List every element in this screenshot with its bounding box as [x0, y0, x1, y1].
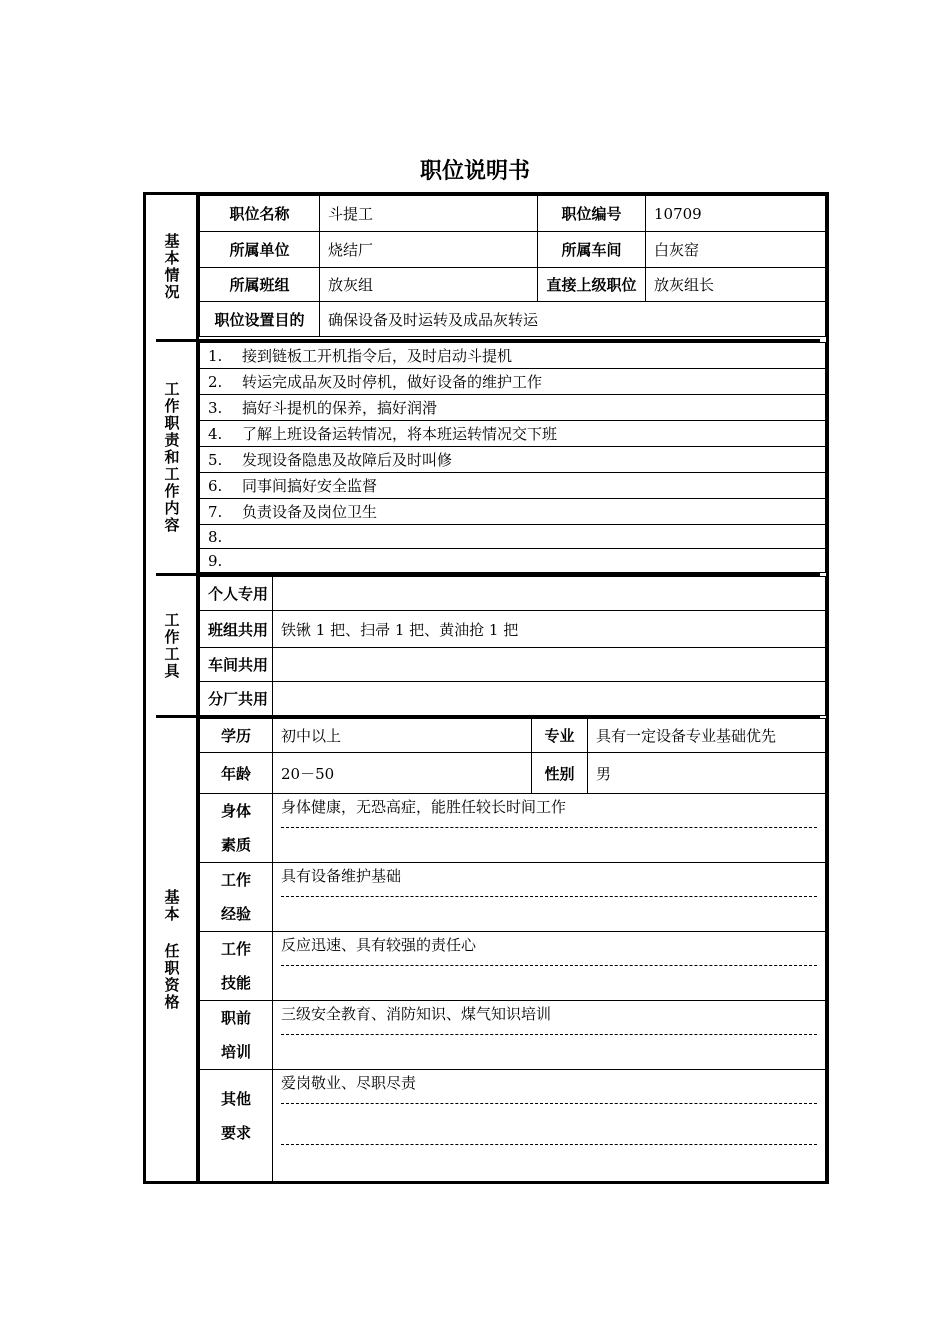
experience-label: 工作 经验 — [200, 863, 273, 932]
other-value: 爱岗敬业、尽职尽责 — [281, 1074, 417, 1092]
job-description-form — [143, 192, 829, 1184]
major-value: 具有一定设备专业基础优先 — [588, 719, 826, 753]
experience-cell — [273, 863, 826, 932]
team-value: 放灰组 — [320, 268, 538, 302]
duty-item: 4. 了解上班设备运转情况，将本班运转情况交下班 — [200, 421, 826, 447]
other-label: 其他 要求 — [200, 1070, 273, 1182]
position-code-label: 职位编号 — [538, 196, 646, 232]
age-value: 20－50 — [273, 753, 532, 794]
tool-row-value — [273, 648, 826, 682]
duty-item: 8. — [200, 525, 826, 549]
skills-value: 反应迅速、具有较强的责任心 — [281, 936, 477, 954]
document-title: 职位说明书 — [419, 159, 530, 184]
position-name-label: 职位名称 — [200, 196, 320, 232]
duty-item: 3. 搞好斗提机的保养，搞好润滑 — [200, 395, 826, 421]
experience-value: 具有设备维护基础 — [281, 867, 402, 885]
position-code-value: 10709 — [646, 196, 826, 232]
workshop-value: 白灰窑 — [646, 232, 826, 268]
tools-table — [199, 576, 826, 716]
section-label-tools: 工作工具 — [162, 611, 181, 680]
tool-row-value: 铁锹 1 把、扫帚 1 把、黄油抢 1 把 — [273, 611, 826, 648]
qualifications-table — [199, 718, 826, 1182]
gender-value: 男 — [588, 753, 826, 794]
physical-label: 身体 素质 — [200, 794, 273, 863]
basic-info-table — [199, 195, 826, 337]
dashed-line — [281, 896, 817, 897]
training-value: 三级安全教育、消防知识、煤气知识培训 — [281, 1005, 552, 1023]
dashed-line — [281, 1034, 817, 1035]
training-cell — [273, 1001, 826, 1070]
tool-row-label: 班组共用 — [200, 611, 273, 648]
purpose-value: 确保设备及时运转及成品灰转运 — [320, 302, 826, 337]
section-label-duties: 工作职责和工作内容 — [162, 381, 181, 534]
superior-label: 直接上级职位 — [538, 268, 646, 302]
unit-value: 烧结厂 — [320, 232, 538, 268]
tool-row-value — [273, 682, 826, 716]
skills-cell — [273, 932, 826, 1001]
duty-item: 9. — [200, 549, 826, 573]
position-name-value: 斗提工 — [320, 196, 538, 232]
education-value: 初中以上 — [273, 719, 532, 753]
duty-item: 1. 接到链板工开机指令后，及时启动斗提机 — [200, 343, 826, 369]
purpose-label: 职位设置目的 — [200, 302, 320, 337]
dashed-line — [281, 965, 817, 966]
skills-label: 工作 技能 — [200, 932, 273, 1001]
duty-item: 7. 负责设备及岗位卫生 — [200, 499, 826, 525]
duty-item: 5. 发现设备隐患及故障后及时叫修 — [200, 447, 826, 473]
dashed-line — [281, 1144, 817, 1145]
gender-label: 性别 — [532, 753, 588, 794]
other-cell — [273, 1070, 826, 1182]
duty-item: 6. 同事间搞好安全监督 — [200, 473, 826, 499]
unit-label: 所属单位 — [200, 232, 320, 268]
superior-value: 放灰组长 — [646, 268, 826, 302]
training-label: 职前 培训 — [200, 1001, 273, 1070]
physical-value: 身体健康，无恐高症，能胜任较长时间工作 — [281, 798, 567, 816]
duties-table — [199, 342, 826, 573]
physical-cell — [273, 794, 826, 863]
section-label-basic: 基本情况 — [162, 233, 181, 301]
tool-row-label: 个人专用 — [200, 577, 273, 611]
major-label: 专业 — [532, 719, 588, 753]
tool-row-label: 分厂共用 — [200, 682, 273, 716]
workshop-label: 所属车间 — [538, 232, 646, 268]
tool-row-label: 车间共用 — [200, 648, 273, 682]
duty-item: 2. 转运完成品灰及时停机，做好设备的维护工作 — [200, 369, 826, 395]
tool-row-value — [273, 577, 826, 611]
team-label: 所属班组 — [200, 268, 320, 302]
age-label: 年龄 — [200, 753, 273, 794]
section-label-qualifications: 基本 任职资格 — [162, 888, 181, 1011]
dashed-line — [281, 827, 817, 828]
dashed-line — [281, 1103, 817, 1104]
education-label: 学历 — [200, 719, 273, 753]
